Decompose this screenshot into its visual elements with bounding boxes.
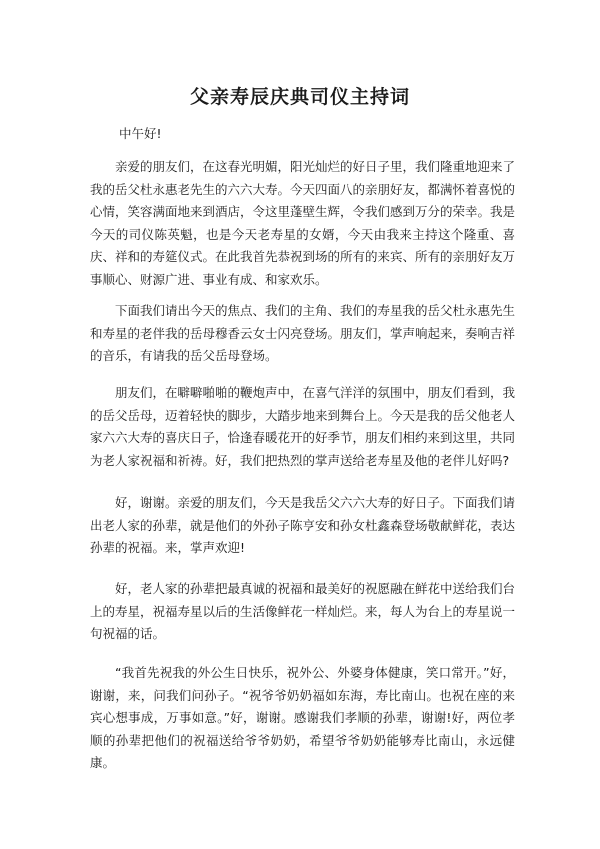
greeting: 中午好! xyxy=(119,126,162,141)
paragraph-4: 好，谢谢。亲爱的朋友们，今天是我岳父六六大寿的好日子。下面我们请出老人家的孙辈，就是他们的外孙子陈亨安和孙女杜鑫森登场敬献鲜花，表达孙辈的祝福。来，掌声欢迎! xyxy=(90,495,516,555)
paragraph-5: 好，老人家的孙辈把最真诚的祝福和最美好的祝愿融在鲜花中送给我们台上的寿星，祝福寿星以后的生活像鲜花一样灿烂。来，每人为台上的寿星说一句祝福的话。 xyxy=(90,581,516,641)
paragraph-3: 朋友们，在噼噼啪啪的鞭炮声中，在喜气洋洋的氛围中，朋友们看到，我的岳父岳母，迈着轻快的脚步，大踏步地来到舞台上。今天是我的岳父他老人家六六大寿的喜庆日子，恰逢春暖花开的好季节，朋友们相约来到这里，共同为老人家祝福和祈祷。好，我们把热烈的掌声送给老寿星及他的老伴儿好吗? xyxy=(90,385,516,468)
paragraph-1: 亲爱的朋友们，在这春光明媚，阳光灿烂的好日子里，我们隆重地迎来了我的岳父杜永惠老先生的六六大寿。今天四面八的亲朋好友，都满怀着喜悦的心情，笑容满面地来到酒店，令这里蓬壁生辉，令我们感到万分的荣幸。我是今天的司仪陈英魁，也是今天老寿星的女婿，今天由我来主持这个隆重、喜庆、祥和的寿筵仪式。在此我首先恭祝到场的所有的来宾、所有的亲朋好友万事顺心、财源广进、事业有成、和家欢乐。 xyxy=(90,159,516,287)
paragraph-2: 下面我们请出今天的焦点、我们的主角、我们的寿星我的岳父杜永惠先生和寿星的老伴我的岳母穆香云女士闪亮登场。朋友们，掌声响起来，奏响吉祥的音乐，有请我的岳父岳母登场。 xyxy=(90,303,516,363)
paragraph-6: “我首先祝我的外公生日快乐，祝外公、外婆身体健康，笑口常开。”好，谢谢，来，问我们问孙子。“祝爷爷奶奶福如东海，寿比南山。也祝在座的来宾心想事成，万事如意。”好，谢谢。感谢我们孝顺的孙辈，谢谢!好，两位孝顺的孙辈把他们的祝福送给爷爷奶奶，希望爷爷奶奶能够寿比南山，永远健康。 xyxy=(90,665,515,770)
page-title: 父亲寿辰庆典司仪主持词 xyxy=(189,86,410,108)
